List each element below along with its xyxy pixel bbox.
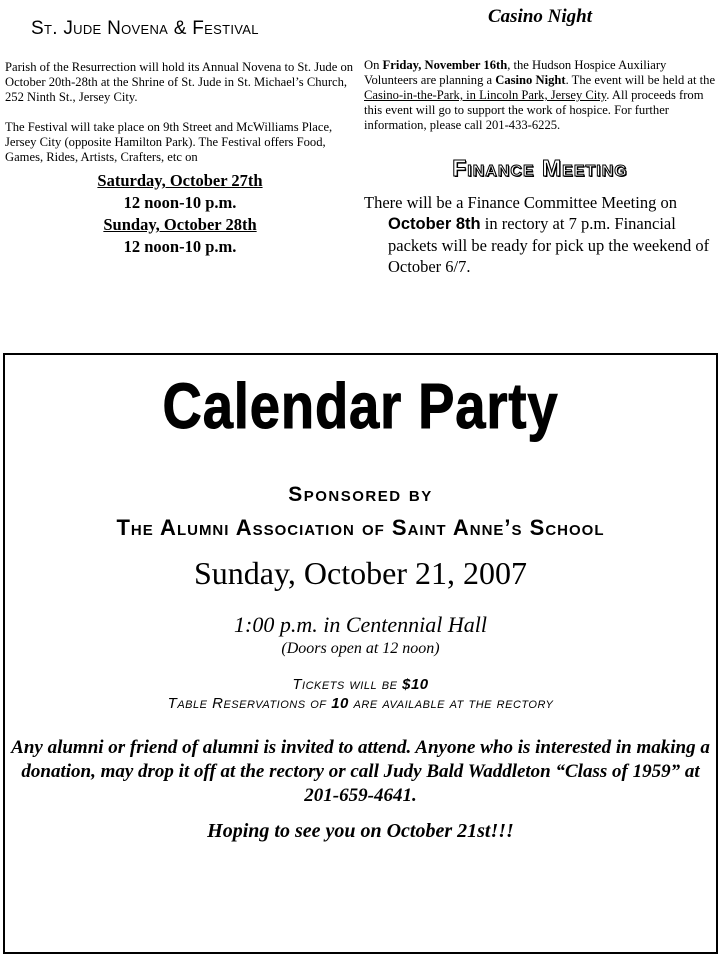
tickets-price-value: $10 <box>402 676 429 693</box>
casino-text-mid2: . The event will be held at the <box>565 73 716 87</box>
alumni-association: The Alumni Association of Saint Anne’s School <box>116 515 605 540</box>
st-jude-title: St. Jude Novena & Festival <box>31 18 259 39</box>
casino-text-end: . All proceeds from this event will go to support the work of hospice. For further information, please call 201-433-6225. <box>364 88 704 132</box>
festival-paragraph: The Festival will take place on 9th Street and McWilliams Place, Jersey City (opposite Hamilton Park). The Festival offers Food, Games, Rides, Artists, Crafters, etc on <box>5 120 333 164</box>
casino-night-title: Casino Night <box>487 6 592 27</box>
finance-text-a: There will be a Finance Committee Meeting on <box>364 193 677 212</box>
finance-date: October 8th <box>388 215 481 233</box>
finance-meeting-paragraph <box>364 192 716 277</box>
doors-open: (Doors open at 12 noon) <box>281 640 440 657</box>
tables-text-b: are available at the rectory <box>348 695 554 712</box>
casino-venue: Casino-in-the-Park, in Lincoln Park, Jersey City <box>364 88 607 102</box>
invitation-paragraph: Any alumni or friend of alumni is invited to attend. Anyone who is interested in making a donation, may drop it off at the rectory or call Judy Bald Waddleton “Class of 1959” at 201-659-4641. <box>11 737 710 806</box>
casino-text-on: On <box>364 58 383 72</box>
casino-date: Friday, November 16th <box>382 58 508 72</box>
ticket-price <box>5 676 716 693</box>
casino-night-paragraph <box>364 58 716 133</box>
tables-text-a: Table Reservations of <box>167 695 332 712</box>
table-reservations <box>5 695 716 712</box>
party-date: Sunday, October 21, 2007 <box>194 555 527 591</box>
tickets-text: Tickets will be <box>292 676 403 693</box>
sponsored-by: Sponsored by <box>288 483 433 506</box>
finance-text-b: in rectory at 7 p.m. Financial packets will be ready for pick up the weekend of October 6/7. <box>388 214 710 276</box>
tables-number: 10 <box>331 695 349 712</box>
party-time-location: 1:00 p.m. in Centennial Hall <box>234 612 487 637</box>
st-jude-section <box>5 0 355 258</box>
novena-paragraph: Parish of the Resurrection will hold its Annual Novena to St. Jude on October 20th-28th at the Shrine of St. Jude in St. Michael’s Church, 252 Ninth St., Jersey City. <box>5 60 354 104</box>
schedule-time-2: 12 noon-10 p.m. <box>123 237 237 256</box>
schedule-day-2: Sunday, October 28th <box>103 215 257 234</box>
festival-schedule <box>5 170 355 258</box>
calendar-party-title: Calendar Party <box>162 370 559 442</box>
casino-event-name: Casino Night <box>495 73 566 87</box>
schedule-day-1: Saturday, October 27th <box>97 171 263 190</box>
casino-text-mid: , the Hudson Hospice Auxiliary Volunteers are planning a <box>364 58 667 87</box>
finance-meeting-title: Finance Meeting <box>452 155 628 181</box>
right-column <box>364 0 716 277</box>
calendar-party-box <box>3 353 718 954</box>
schedule-time-1: 12 noon-10 p.m. <box>123 193 237 212</box>
closing-line: Hoping to see you on October 21st!!! <box>207 820 514 842</box>
